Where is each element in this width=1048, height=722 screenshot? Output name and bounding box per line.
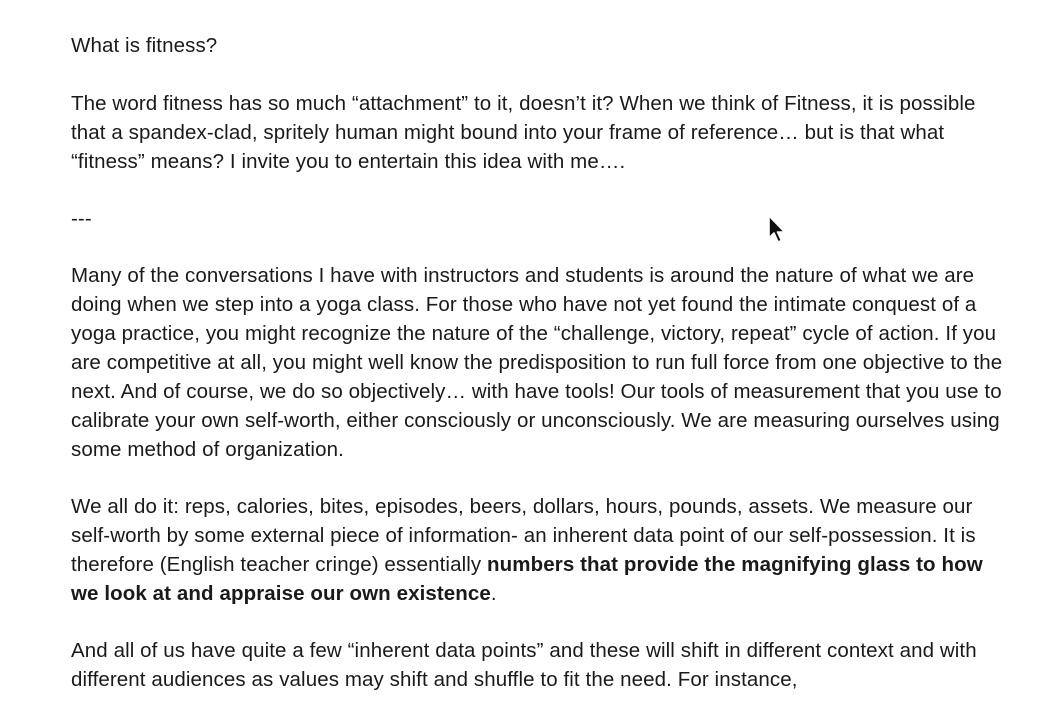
paragraph-measurement: Many of the conversations I have with instructors and students is around the nature of what we are doing when we step into a yoga class. For those who have not yet found the intimate conquest of a yoga practice, you might recognize the nature of the “challenge, victory, repeat” cycle of action. If you are competitive at all, you might well know the predisposition to run full force from one objective to the next. And of course, we do so objectively… with have tools! Our tools of measurement that you use to calibrate your own self-worth, either consciously or unconsciously. We are measuring ourselves using some method of organization. <box>71 264 1003 461</box>
paragraph-data-points-start: We all do it: reps, calories, bites, episodes, beers, dollars, hours, pounds, assets. We measure our self-worth by some external piece of information- an inherent data point of our self-possession. It is therefore (English teacher cringe) essentially <box>71 495 976 576</box>
section-divider: --- <box>71 207 92 230</box>
paragraph-data-points <box>71 492 1011 608</box>
intro-paragraph: The word fitness has so much “attachment” to it, doesn’t it? When we think of Fitness, it is possible that a spandex-clad, spritely human might bound into your frame of reference… but is that what “fitness” means? I invite you to entertain this idea with me…. <box>71 92 976 173</box>
document-title: What is fitness? <box>71 34 218 57</box>
paragraph-data-points-end: . <box>490 582 497 605</box>
mouse-pointer-icon <box>767 215 787 245</box>
paragraph-data-points-bold: numbers that provide the magnifying glass to how we look at and appraise our own existence <box>71 553 983 605</box>
paragraph-context: And all of us have quite a few “inherent data points” and these will shift in different context and with different audiences as values may shift and shuffle to fit the need. For instance, <box>71 639 977 691</box>
document-body <box>71 31 1011 722</box>
